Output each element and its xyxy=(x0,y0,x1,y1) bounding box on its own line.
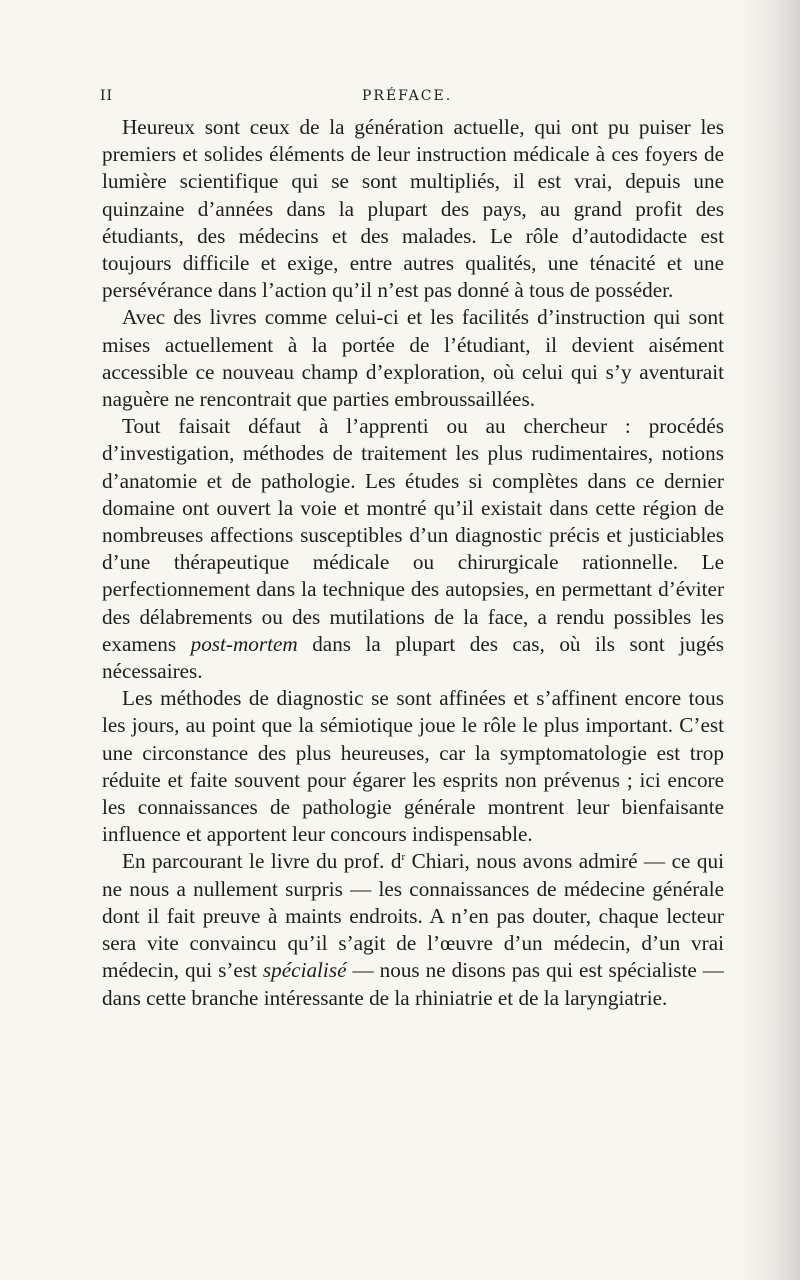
page-edge-shadow xyxy=(740,0,800,1280)
paragraph-text: dans la plupart des cas, où ils sont jugés nécessaires. xyxy=(102,631,724,684)
paragraph-2 xyxy=(102,304,724,413)
paragraph-text: — nous ne disons pas qui est spécialiste — dans cette branche intéressante de la rhiniatrie et de la laryngiatrie. xyxy=(102,958,724,1010)
title-superscript: r xyxy=(401,851,406,864)
paragraph-1 xyxy=(102,114,724,304)
paragraph-text: Avec des livres comme celui-ci et les facilités d’instruction qui sont mises actuellement à la portée de l’étudiant, il devient aisément accessible ce nouveau champ d’exploration, où celui qui s’y aventurait naguère ne rencontrait que parties embroussaillées. xyxy=(102,305,724,412)
paragraph-text: Chiari, nous avons admiré — ce qui ne nous a nullement surpris — les connaissances de médecine générale dont il fait preuve à maints endroits. A n’en pas douter, chaque lecteur sera vite convaincu qu’il s’agit de l’œuvre d’un médecin, d’un vrai médecin, qui s’est xyxy=(102,849,724,983)
running-head xyxy=(100,88,720,110)
body-text xyxy=(102,114,724,1012)
running-title: PRÉFACE. xyxy=(362,88,453,104)
italic-term: post-mortem xyxy=(190,631,298,656)
paragraph-text: Les méthodes de diagnostic se sont affinées et s’affinent encore tous les jours, au point que la sémiotique joue le rôle le plus important. C’est une circonstance des plus heureuses, car la symptomatologie est trop réduite et faite souvent pour égarer les esprits non prévenus ; ici encore les connaissances de pathologie générale montrent leur bienfaisante influence et apportent leur concours indispensable. xyxy=(102,686,724,847)
paragraph-4 xyxy=(102,685,724,848)
paragraph-text: Heureux sont ceux de la génération actuelle, qui ont pu puiser les premiers et solides éléments de leur instruction médicale à ces foyers de lumière scientifique qui se sont multipliés, il est vrai, depuis une quinzaine d’années dans la plupart des pays, au grand profit des étudiants, des médecins et des malades. Le rôle d’autodidacte est toujours difficile et exige, entre autres qualités, une ténacité et une persévérance dans l’action qu’il n’est pas donné à tous de posséder. xyxy=(102,115,724,303)
paragraph-3 xyxy=(102,413,724,685)
italic-term: spécialisé xyxy=(262,958,347,983)
paragraph-5 xyxy=(102,848,724,1011)
paragraph-text: En parcourant le livre du prof. d xyxy=(122,849,402,874)
paragraph-text: Tout faisait défaut à l’apprenti ou au chercheur : procédés d’investigation, méthodes de traitement les plus rudimentaires, notions d’anatomie et de pathologie. Les études si complètes dans ce dernier domaine ont ouvert la voie et montré qu’il existait dans cette région de nombreuses affections susceptibles d’un diagnostic précis et justiciables d’une thérapeutique médicale ou chirurgicale rationnelle. Le perfectionnement dans la technique des autopsies, en permettant d’éviter des délabrements ou des mutilations de la face, a rendu possibles les examens xyxy=(102,414,724,656)
page-number: II xyxy=(100,88,114,104)
